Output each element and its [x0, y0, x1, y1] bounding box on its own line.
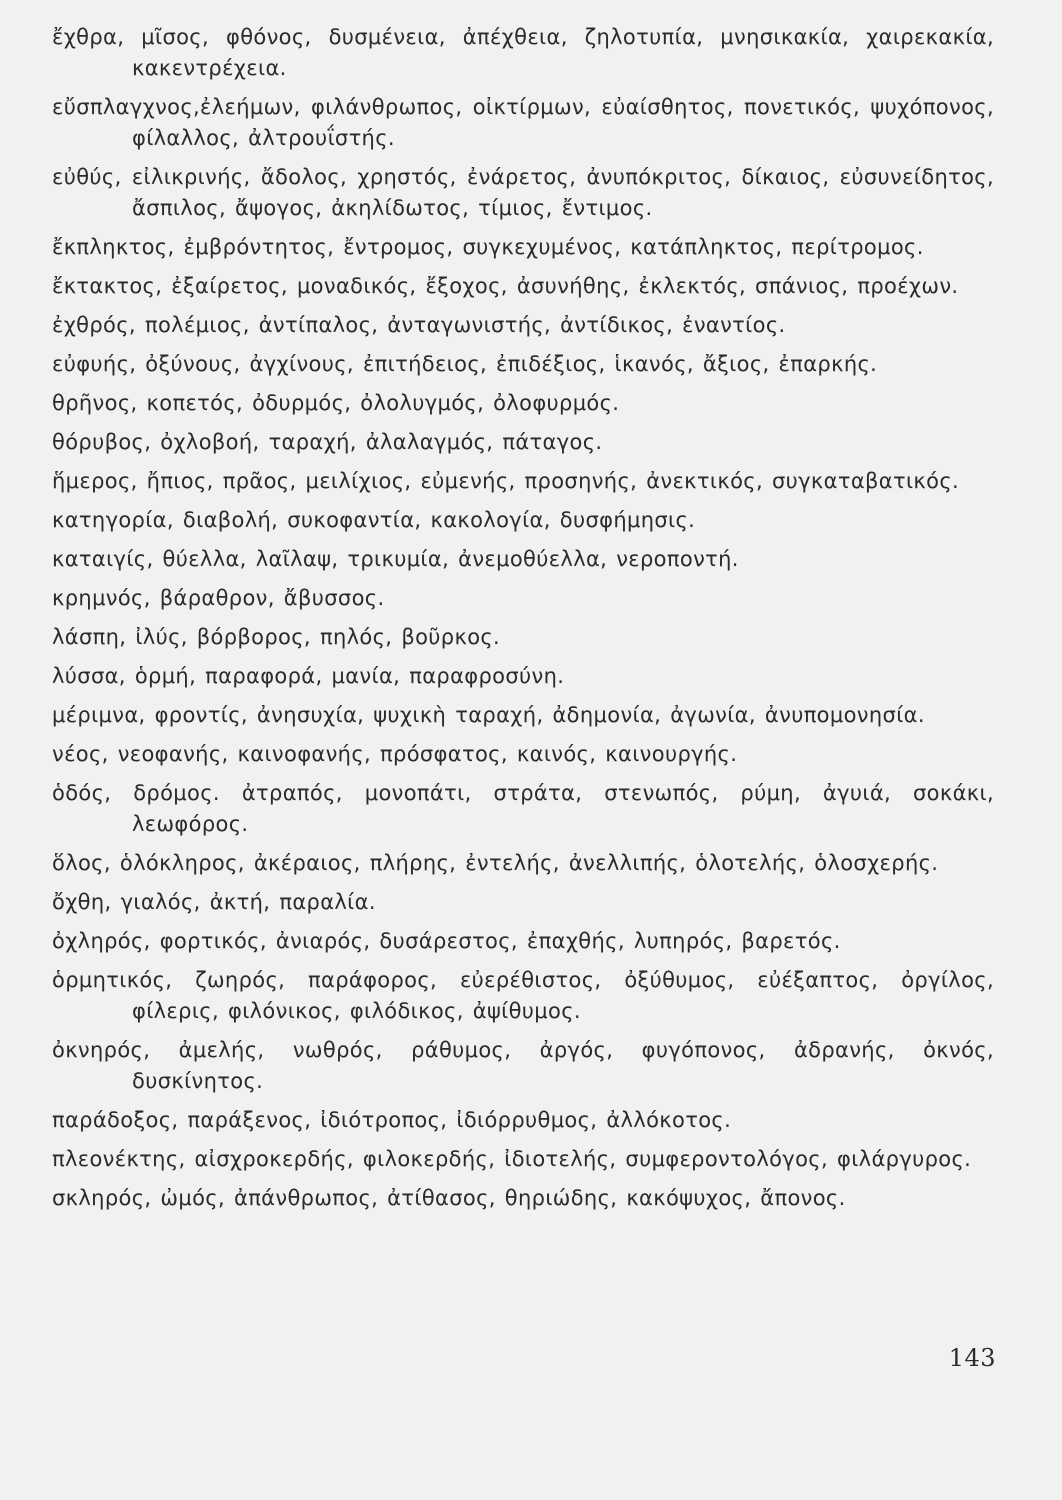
synonym-entry: ἔκτακτος, ἐξαίρετος, μοναδικός, ἔξοχος, ἀσυνήθης, ἐκλεκτός, σπάνιος, προέχων.: [52, 274, 959, 298]
synonym-entry: πλεονέκτης, αἰσχροκερδής, φιλοκερδής, ἰδιοτελής, συμφεροντολόγος, φιλάργυρος.: [52, 1147, 972, 1171]
page-number: 143: [948, 1344, 996, 1372]
synonym-list: [52, 22, 994, 1214]
synonym-entry: ἔκπληκτος, ἐμβρόντητος, ἔντρομος, συγκεχυμένος, κατάπληκτος, περίτρομος.: [52, 235, 924, 259]
synonym-entry: θόρυβος, ὀχλοβοή, ταραχή, ἀλαλαγμός, πάταγος.: [52, 430, 603, 454]
synonym-entry: λάσπη, ἰλύς, βόρβορος, πηλός, βοῦρκος.: [52, 625, 501, 649]
synonym-entry: μέριμνα, φροντίς, ἀνησυχία, ψυχικὴ ταραχή, ἀδημονία, ἀγωνία, ἀνυπομονησία.: [52, 703, 925, 727]
synonym-entry: κατηγορία, διαβολή, συκοφαντία, κακολογία, δυσφήμησις.: [52, 508, 696, 532]
synonym-entry: σκληρός, ὠμός, ἀπάνθρωπος, ἀτίθασος, θηριώδης, κακόψυχος, ἄπονος.: [52, 1186, 846, 1210]
synonym-entry: ὁρμητικός, ζωηρός, παράφορος, εὐερέθιστος, ὀξύθυμος, εὐέξαπτος, ὀργίλος, φίλερις, φιλόνικος, φιλόδικος, ἀψίθυμος.: [52, 968, 994, 1023]
synonym-entry: ὀχληρός, φορτικός, ἀνιαρός, δυσάρεστος, ἐπαχθής, λυπηρός, βαρετός.: [52, 929, 841, 953]
synonym-entry: εὐθύς, εἰλικρινής, ἄδολος, χρηστός, ἐνάρετος, ἀνυπόκριτος, δίκαιος, εὐσυνείδητος, ἄσπιλος, ἄψογος, ἀκηλίδωτος, τίμιος, ἔντιμος.: [52, 165, 994, 220]
synonym-entry: νέος, νεοφανής, καινοφανής, πρόσφατος, καινός, καινουργής.: [52, 742, 738, 766]
synonym-entry: ἥμερος, ἤπιος, πρᾶος, μειλίχιος, εὐμενής, προσηνής, ἀνεκτικός, συγκαταβατικός.: [52, 469, 960, 493]
synonym-entry: εὔσπλαγχνος,ἐλεήμων, φιλάνθρωπος, οἰκτίρμων, εὐαίσθητος, πονετικός, ψυχόπονος, φίλαλλος, ἀλτρουΐστής.: [52, 95, 994, 150]
synonym-entry: κρημνός, βάραθρον, ἄβυσσος.: [52, 586, 385, 610]
synonym-entry: ὀκνηρός, ἀμελής, νωθρός, ράθυμος, ἀργός, φυγόπονος, ἀδρανής, ὀκνός, δυσκίνητος.: [52, 1038, 994, 1093]
synonym-entry: ὅλος, ὁλόκληρος, ἀκέραιος, πλήρης, ἐντελής, ἀνελλιπής, ὁλοτελής, ὁλοσχερής.: [52, 851, 939, 875]
synonym-entry: λύσσα, ὁρμή, παραφορά, μανία, παραφροσύνη.: [52, 664, 565, 688]
synonym-entry: ὁδός, δρόμος. ἀτραπός, μονοπάτι, στράτα, στενωπός, ρύμη, ἀγυιά, σοκάκι, λεωφόρος.: [52, 781, 994, 836]
synonym-entry: καταιγίς, θύελλα, λαῖλαψ, τρικυμία, ἀνεμοθύελλα, νεροποντή.: [52, 547, 739, 571]
synonym-entry: ἔχθρα, μῖσος, φθόνος, δυσμένεια, ἀπέχθεια, ζηλοτυπία, μνησικακία, χαιρεκακία, κακεντρέχεια.: [52, 25, 994, 80]
synonym-entry: ἐχθρός, πολέμιος, ἀντίπαλος, ἀνταγωνιστής, ἀντίδικος, ἐναντίος.: [52, 313, 786, 337]
synonym-entry: ὄχθη, γιαλός, ἀκτή, παραλία.: [52, 890, 376, 914]
synonym-entry: θρῆνος, κοπετός, ὀδυρμός, ὀλολυγμός, ὀλοφυρμός.: [52, 391, 620, 415]
synonym-entry: εὐφυής, ὀξύνους, ἀγχίνους, ἐπιτήδειος, ἐπιδέξιος, ἱκανός, ἄξιος, ἐπαρκής.: [52, 352, 878, 376]
synonym-entry: παράδοξος, παράξενος, ἰδιότροπος, ἰδιόρρυθμος, ἀλλόκοτος.: [52, 1108, 732, 1132]
